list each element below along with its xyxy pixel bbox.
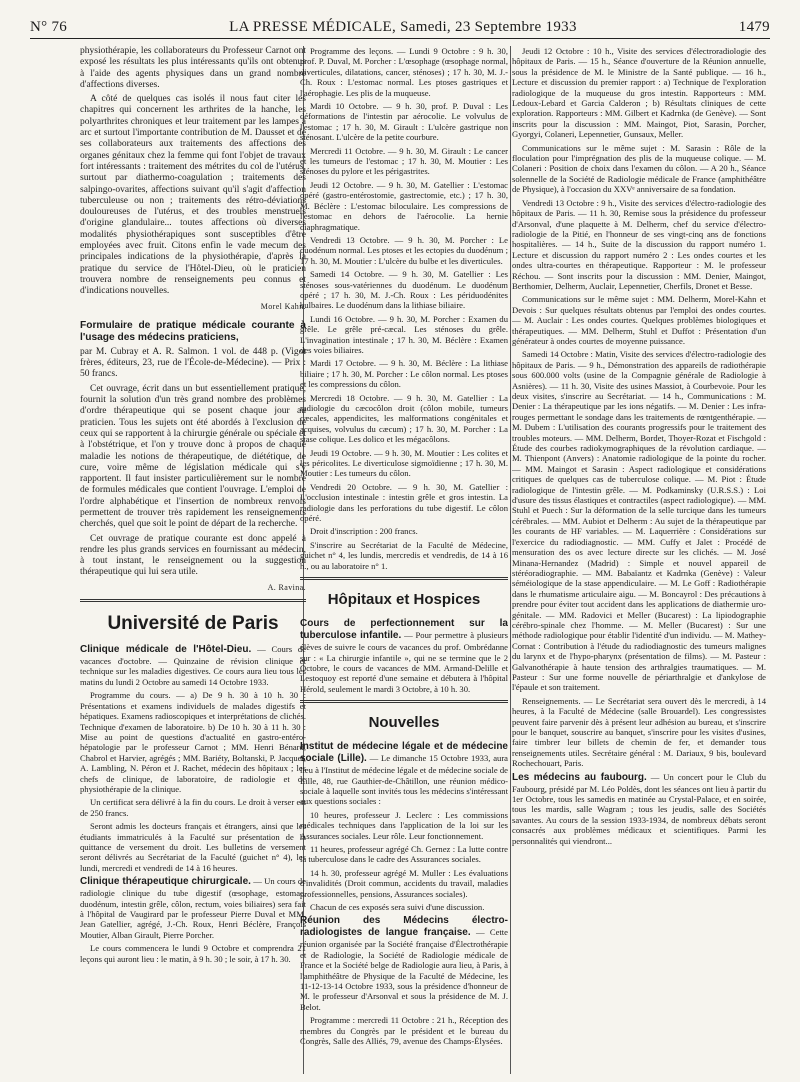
notice-text: — Cette réunion organisée par la Société française d'Électrothérapie et de Radiologie, la Société de Radiologie médicale de France et la Société belge de Radiologie aura lieu, à Paris, à l'amphithéâtre de Physique de la Faculté de Médecine, les 11-12-13-14 Octobre 1933, sous la présidence d'honneur de M. le professeur d'Arsonval et sous la présidence de M. J. Belot.: [300, 927, 508, 1012]
section-title-nouvelles: Nouvelles: [368, 714, 440, 732]
lesson-programme: Programme des leçons. — Lundi 9 Octobre : 9 h. 30, prof. P. Duval, M. Porcher : L'œsophage (œsophage normal, diverticules, dilatations, cancer, sténoses) ; 17 h. 30, M. J.-Ch. Roux : L'estomac normal. Les ptoses gastriques et l'aérophagie. Les plis de la muqueuse.: [300, 46, 508, 98]
lesson-day: Mercredi 11 Octobre. — 9 h. 30, M. Girault : Le cancer et les tumeurs de l'estomac ; 17 h. 30, M. Moutier : Les sténoses du pylore et les périgastrites.: [300, 145, 508, 177]
notice-text: — Cours de vacances d'octobre. — Quinzaine de révision clinique et technique sur les maladies digestives. Ce cours aura lieu tous les matins du lundi 2 Octobre au samedi 14 Octobre 1933.: [80, 644, 306, 687]
notice-heading: Clinique thérapeutique chirurgicale.: [80, 876, 251, 888]
lesson-day: Mardi 17 Octobre. — 9 h. 30, M. Béclère : La lithiase biliaire ; 17 h. 30, M. Porcher : Le côlon normal. Les ptoses et les compressions du côlon.: [300, 358, 508, 390]
review-paragraph: A côté de quelques cas isolés il nous faut citer les chapitres qui concernent les arthrites de la hanche, les polyarthrites chroniques et leur traitement par les lampes à arc et surtout l'importante contribution de M. Dausset et de ses collaborateurs aux traitements des affections des organes génitaux chez la femme qui font l'objet de travaux fort intéressants : traitement des métrites du col de l'utérus, surtout par diathermo-coagulation ; traitements des salpingo-ovarites, affections suivant qu'il s'agit d'affection tuberculeuse ou non ; traitements des rétro-déviations douloureuses de l'utérus, et des troubles menstruels d'origine glandulaire... toutes affections où diverses modalités physiothérapiques sont susceptibles d'être employées avec fruit. Citons enfin le vade mecum des principales indications de la physiothérapie, d'après la pratique du service de l'Hôtel-Dieu, où le praticien trouvera nombre de renseignements peu connus et d'indications nouvelles.: [80, 94, 306, 297]
notice-text: — Un cours de radiologie clinique du tube digestif (œsophage, estomac, duodénum, intestin grêle, côlon, rectum, voies biliaires) sera fait à l'hôpital de Vaugirard par le professeur Pierre Duval et MM. Jean Gatellier, agrégé, J.-Ch. Roux, Henri Béclère, François Moutier, Alban Girault, Pierre Porcher.: [80, 876, 306, 940]
section-divider: [300, 577, 508, 580]
review-signature: Morel Kahn.: [260, 301, 306, 311]
congress-info: Renseignements. — Le Secrétariat sera ouvert dès le mercredi, à 14 heures, à la Faculté de Médecine (salle Brouardel). Les congressistes peuvent faire parvenir dès à présent leur adhésion au bureau, et s'inscrire pour le banquet, souscrire au banquet, s'inscrire pour les visites d'usines, faire timbrer leur billets de chemin de fer, et demander tous renseignements utiles. Secrétaire général : M. Dariaux, 9 bis, boulevard Rochechouart, Paris.: [512, 695, 766, 769]
notice-heading: Les médecins au faubourg.: [512, 771, 647, 783]
journal-title: LA PRESSE MÉDICALE, Samedi, 23 Septembre 1933: [229, 19, 577, 35]
section-title-universite: Université de Paris: [107, 613, 279, 635]
congress-day: Vendredi 13 Octobre : 9 h., Visite des services d'électro-radiologie des hôpitaux de Paris. — 11 h. 30, Remise sous la présidence du professeur d'Arsonval, d'une plaquette à M. Delherm, chef du service d'électro-radiologie de la Pitié, en l'honneur de ses vingt-cinq ans de fonctions hospitalières. — 14 h., Suite de la discussion du rapport numéro 1. Lecture et discussion du rapport numéro 2 : Les ondes courtes et les ondes ultra-courtes en thérapeutique. Rapporteur : M. le professeur Réchou. — Sont inscrits pour la discussion : MM. Denier, Maingot, Berthomier, Delherm, Auclair, Lepennetier, Cherfils, Dronet et Besse.: [512, 197, 766, 291]
lesson-day: Vendredi 13 Octobre. — 9 h. 30, M. Porcher : Le duodénum normal. Les ptoses et les ectopies du duodénum ; 17 h. 30, M. Moutier : L'ulcère du bulbe et les diverticules.: [300, 234, 508, 266]
talk-item: 14 h. 30, professeur agrégé M. Muller : Les évaluations d'invalidités (Droit commun, accidents du travail, maladies professionnelles, pensions, Assurances sociales).: [300, 867, 508, 899]
issue-number: N° 76: [30, 19, 68, 35]
notice-heading: Cours de perfectionnement sur la tuberculose infantile.: [300, 618, 508, 642]
column-divider: [510, 46, 511, 1074]
talk-item: 10 heures, professeur J. Leclerc : Les commissions médicales techniques dans l'application de la loi sur les Assurances sociales. Leur rôle. Leur fonctionnement.: [300, 809, 508, 841]
column-middle: [300, 46, 508, 1074]
notice-text: — Pour permettre à plusieurs élèves de suivre le cours de vacances du prof. Ombrédanne sur : « La chirurgie infantile », qui ne se termine que le 2 Octobre, le cours de vacances de MM. Armand-Delille et Lestoquoy est reporté d'une semaine et débutera à l'hôpital Hérold, seulement le mardi 3 Octobre, à 10 h. 30.: [300, 630, 508, 694]
section-title-hopitaux: Hôpitaux et Hospices: [327, 591, 481, 609]
congress-programme: Programme : mercredi 11 Octobre : 21 h., Réception des membres du Congrès par le président et le bureau du Congrès, Salle des Alliés, 79, avenue des Champs-Élysées.: [300, 1015, 508, 1047]
review-continued: physiothérapie, les collaborateurs du Professeur Carnot ont exposé les résultats les plus intéressants qu'ils ont obtenus à l'aide des agents physiques dans un grand nombre d'affections diverses.: [80, 46, 306, 90]
book-review-paragraph: Cet ouvrage, écrit dans un but essentiellement pratique, fournit la solution d'un très grand nombre des problèmes d'ordre thérapeutique qui se posent chaque jour au praticien. Tous les sujets ont été abordés à l'exclusion de ceux qui se rapportent à la chirurgie générale ou spéciale et à l'obstétrique, et l'on y trouve donc à propos de chaque maladie les notions de thérapeutique, de diététique, de cure, voire même de législation médicale qui s'y rapportent. Il faut insister particulièrement sur le nombre de formules médicales que contient l'ouvrage. L'emploi de l'ordre alphabétique et l'insertion de nombreux renvois permettent de trouver très rapidement les renseignements cherchés, quel que soit le point de départ de la recherche.: [80, 383, 306, 530]
registration-fee: Droit d'inscription : 200 francs.: [310, 526, 418, 537]
column-left: [80, 46, 306, 1074]
course-schedule: Le cours commencera le lundi 9 Octobre et comprendra 21 leçons qui auront lieu : le matin, à 9 h. 30 ; le soir, à 17 h. 30.: [80, 943, 306, 964]
notice-text: — Le dimanche 15 Octobre 1933, aura lieu à l'Institut de médecine légale et de médecine sociale de Lille, 48, rue Gauthier-de-Châtillon, une réunion médico-sociale à laquelle sont invités tous les médecins s'intéressant aux questions sociales :: [300, 753, 508, 807]
admission-note: Seront admis les docteurs français et étrangers, ainsi que les étudiants immatriculés à la Faculté sur présentation de la quittance de versement du droit. Les bulletins de versement seront délivrés au Secrétariat de la Faculté (guichet n° 4), les lundi, mercredi et vendredi de 14 à 16 heures.: [80, 821, 306, 873]
header-rule: [30, 38, 770, 39]
lesson-day: Lundi 16 Octobre. — 9 h. 30, M. Porcher : Examen du grêle. Le grêle pré-cæcal. Les sténoses du grêle. L'invagination intestinale ; 17 h. 30, M. Béclère : Examen des voies biliaires.: [300, 313, 508, 355]
talk-item: 11 heures, professeur agrégé Ch. Gernez : La lutte contre la tuberculose dans le cadre des Assurances sociales.: [300, 843, 508, 865]
section-divider: [80, 599, 306, 602]
lesson-day: Vendredi 20 Octobre. — 9 h. 30, M. Gatellier : L'occlusion intestinale : intestin grêle et gros intestin. La radiologie dans les perforations du tube digestif. Le côlon opéré.: [300, 481, 508, 524]
congress-day: Jeudi 12 Octobre : 10 h., Visite des services d'électroradiologie des hôpitaux de Paris. — 15 h., Séance d'ouverture de la Réunion annuelle, sous la présidence de M. le Ministre de la Santé publique. — 16 h., Lecture et discussion du premier rapport : a) Technique de l'exploration radiologique de la muqueuse du gros intestin. Rapporteurs : MM. Ledoux-Lebard et Garcia Calderon ; b) Résultats cliniques de cette exploration. Rapporteurs : MM. Gilbert et Kadrnka (de Genève). — Sont inscrits pour la discussion : MM. Maingot, Piot, Sarasin, Porcher, Gyorgyi, Colaneri, Lepennetier, Gunsaux, Meller.: [512, 46, 766, 140]
lesson-day: Jeudi 19 Octobre. — 9 h. 30, M. Moutier : Les colites et les péricolites. Le diverticulose sigmoïdienne ; 17 h. 30, M. Moutier : Les tumeurs du côlon.: [300, 447, 508, 479]
certificate-note: Un certificat sera délivré à la fin du cours. Le droit à verser est de 250 francs.: [80, 797, 306, 818]
page-number: 1479: [738, 19, 770, 35]
congress-day: Samedi 14 Octobre : Matin, Visite des services d'électro-radiologie des hôpitaux de Paris. — 9 h., Démonstration des appareils de radiothérapie sous 600.000 volts (usine de la Compagnie générale de Radiologie à Asnières). — 11 h. 30, Visite des usines Massiot, à Courbevoie. Pour les deux visites, s'inscrire au Secrétariat. — 14 h., Communications : M. Denier : La thérapeutique par les ions négatifs. — M. Denier : Les infra-rouges permettant le sondage dans les traitements de rœntgenthérapie. — M. Dubem : L'utilisation des courants progressifs pour le traitement des troubles moteurs. — MM. Delherm, Bordet, Thoyer-Rozat et Fischgold : Étude des courbes radiokymographiques de la révolution cardiaque. — M. Thienpont (Anvers) : Anatomie radiologique de la pointe du rocher. — MM. Maingot et Sarasin : Aspect radiologique et considérations critiques de quelques cas de tuberculose colique. — M. Piot : Étude radiologique de l'intestin grêle. — M. Podkaminsky (U.R.S.S.) : Loi d'usure des tissus élastiques et contractiles (aspect radiologique). — MM. Stuhl et Puech : Sur la déformation de la selle turcique dans les tumeurs cérébrales. — MM. Aubiot et Delherm : Au sujet de la thérapeutique par les courants de HF variables. — M. Laquerrière : Considérations sur l'exercice du radiodiagnostic. — MM. Cuffy et Jalet : Procédé de mensuration des os avec lecture directe sur les clichés. — M. José Minana-Hernandez (Madrid) : Simple et nouvel appareil de stéréoradiographie. — MM. Babaïantz et Kadrnka (Genève) : Valeur séméiologique de la stase appendiculaire. — M. Le Goff : Radiothérapie dans le rhumatisme articulaire aigu. — M. Boncayrol : Des précautions à prendre pour éviter tout accident dans les applications de diathermie uro-génitale. — MM. Radovici et Meller (Bucarest) : La lipiodographie cérébro-spinale chez l'homme. — M. Meller (Bucarest) : Sur une méthode radiologique pour établir l'identité d'un individu. — M. Mathey-Cornat : Contribution à l'étude du radiodiagnostic des tumeurs malignes du larynx et de l'hypo-pharynx (présentation de films). — M. Pasteur : Galvanothérapie à haute tension des arthralgies traumatiques. — M. Pasteur : Sur une forme nouvelle de périarthralgie et d'ankylose de l'épaule et son traitement.: [512, 349, 766, 693]
book-review-signature: A. Ravina.: [267, 582, 306, 592]
book-title: Formulaire de pratique médicale courante à l'usage des médecins praticiens,: [80, 319, 306, 343]
notice-heading: Institut de médecine légale et de médecine sociale (Lille).: [300, 741, 508, 765]
lesson-day: Mardi 10 Octobre. — 9 h. 30, prof. P. Duval : Les déformations de l'intestin par aérocolie. Le volvulus de l'estomac ; 17 h. 30, M. Girault : L'ulcère gastrique non sténosant. L'ulcère de la petite courbure.: [300, 101, 508, 143]
notice-text: — Un concert pour le Club du Faubourg, présidé par M. Léo Poldès, dont les séances ont lieu à partir du 1er Octobre, tous les samedis en matinée au Crystal-Palace, et en soirée, tous les mardis, salle Wagram ; tous les jeudis, salle des Sociétés savantes. Au cours de la session 1933-1934, de nombreux débats seront consacrés aux problèmes médicaux et scientifiques. Parmi les personnalités qui viendront...: [512, 771, 766, 846]
page-header: [30, 10, 770, 36]
lesson-day: Jeudi 12 Octobre. — 9 h. 30, M. Gatellier : L'estomac opéré (gastro-entérostomie, gastrectomie, etc.) ; 17 h. 30, M. Béclère : L'estomac biloculaire. Les compressions de l'estomac en dehors de l'aérocolie. La hernie diaphragmatique.: [300, 179, 508, 232]
notice-heading: Clinique médicale de l'Hôtel-Dieu.: [80, 644, 252, 656]
book-reference: par M. Cubray et A. R. Salmon. 1 vol. de 448 p. (Vigot frères, éditeurs, 23, rue de l'École-de-Médecine). — Prix : 50 francs.: [80, 346, 306, 380]
lesson-day: Mercredi 18 Octobre. — 9 h. 30, M. Gatellier : La radiologie du cæcocôlon droit (côlon mobile, tumeurs cæcales, appendicites, les malformations congénitales et acquises, volvulus du cæcum) ; 17 h. 30, M. Porcher : La stase colique. Les dolico et les mégacôlons.: [300, 392, 508, 445]
congress-communications: Communications sur le même sujet : M. Sarasin : Rôle de la floculation pour l'imprégnation des plis de la muqueuse colique. — M. Colaneri : Position de choix dans l'examen du côlon. — A 20 h., Séance solennelle de la Société de Radiologie médicale de France (amphithéâtre de Physique), à l'occasion du XXVᵉ anniversaire de sa fondation.: [512, 142, 766, 195]
congress-communications: Communications sur le même sujet : MM. Delherm, Morel-Kahn et Devois : Sur quelques résultats obtenus par l'emploi des ondes courtes. — M. Auclair : Les ondes courtes. Quelques problèmes biologiques et thérapeutiques. — MM. Delherm, Stuhl et Duffot : Présentation d'un générateur à ondes courtes de moyenne puissance.: [512, 294, 766, 346]
lesson-day: Samedi 14 Octobre. — 9 h. 30, M. Gatellier : Les sténoses sous-vatériennes du duodénum. Le duodénum opéré ; 17 h. 30, M. J.-Ch. Roux : Les périduodénites bulbaires. Le duodénum dans la lithiase biliaire.: [300, 269, 508, 311]
registration-info: S'inscrire au Secrétariat de la Faculté de Médecine, guichet n° 4, les lundis, mercredis et vendredis, de 14 à 16 h., ou au laboratoire n° 1.: [300, 539, 508, 571]
section-divider: [300, 700, 508, 703]
column-right: [512, 46, 766, 1074]
book-review-paragraph: Cet ouvrage de pratique courante est donc appelé à rendre les plus grands services en fournissant au médecin, à tout instant, le renseignement ou la suggestion thérapeutique qui lui sera utile.: [80, 533, 306, 578]
notice-heading: Réunion des Médecins électro-radiologistes de langue française.: [300, 915, 508, 939]
talk-item: Chacun de ces exposés sera suivi d'une discussion.: [310, 902, 485, 912]
course-programme: Programme du cours. — a) De 9 h. 30 à 10 h. 30 : Présentations et examens individuels de malades digestifs et hépatiques. Examens radioscopiques et interprétations de clichés. Technique d'examen de laboratoire. b) De 10 h. 30 à 11 h. 30 : Mise au point de questions d'actualité en gastro-entéro-hépatologie par le professeur Carnot ; MM. Henri Bénard, Chabrol et Harvier, agrégés ; MM. Bariéty, Boltanski, P. Jacquet, A. Lambling, N. Péron et J. Rachet, médecin des hôpitaux ; les chefs de clinique, de laboratoire, de radiologie et de physiothérapie de la clinique.: [80, 690, 306, 794]
